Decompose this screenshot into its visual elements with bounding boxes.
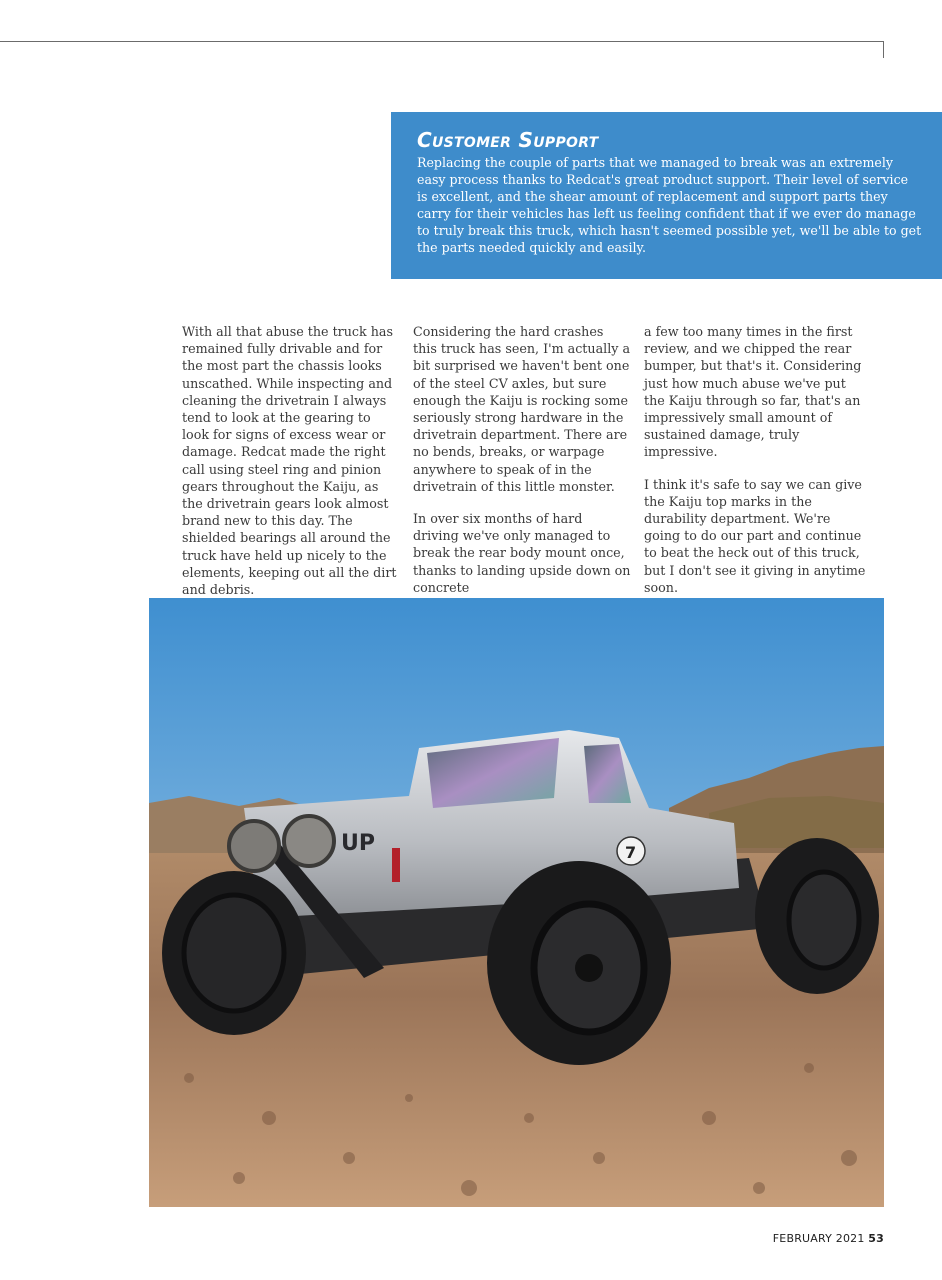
sidebar-body: Replacing the couple of parts that we managed to break was an extremely easy process thanks to Redcat's great product support. Their level of service is excellent, and the shear amount of replacement and support parts they carry for their vehicles has left us feeling confident that if we ever do manage to truly break this truck, which hasn't seemed possible yet, we'll be able to get the parts needed quickly and easily. [417, 155, 922, 255]
article-column-2 [413, 323, 631, 611]
tire-rear-right [487, 861, 671, 1065]
truck-photo-illustration [149, 598, 884, 1207]
issue-date: FEBRUARY 2021 [772, 1232, 865, 1245]
article-paragraph: I think it's safe to say we can give the Kaiju top marks in the durability department. We're going to do our part and continue to beat the heck out of this truck, but I don't see it giving in anytime soon. [644, 476, 866, 595]
wheelie-wheel-right [284, 816, 334, 866]
truck-photo [149, 598, 884, 1207]
wheelie-wheel-left [229, 821, 279, 871]
article-paragraph: Considering the hard crashes this truck has seen, I'm actually a bit surprised we haven't bent one of the steel CV axles, but sure enough the Kaiju is rocking some seriously strong hardware in the drivetrain department. There are no bends, breaks, or warpage anywhere to speak of in the drivetrain of this little monster. [413, 324, 631, 494]
sidebar-title: Customer Support [417, 128, 599, 152]
header-rule [0, 41, 884, 42]
page-number: 53 [868, 1232, 884, 1245]
customer-support-sidebar [391, 112, 942, 279]
article-paragraph: In over six months of hard driving we've only managed to break the rear body mount once, thanks to landing upside down on concrete [413, 511, 631, 595]
door-number: 7 [625, 843, 637, 862]
article-column-3 [644, 323, 866, 611]
tire-front-right [755, 838, 879, 994]
tail-light [392, 848, 400, 882]
article-paragraph: With all that abuse the truck has remained fully drivable and for the most part the chassis looks unscathed. While inspecting and cleaning the drivetrain I always tend to look at the gearing to look for signs of excess wear or damage. Redcat made the right call using steel ring and pinion gears throughout the Kaiju, as the drivetrain gears look almost brand new to this day. The shielded bearings all around the truck have held up nicely to the elements, keeping out all the dirt and debris. [182, 324, 397, 598]
header-rule-tick [883, 41, 884, 58]
article-paragraph: a few too many times in the first review, and we chipped the rear bumper, but that's it. Considering just how much abuse we've put the Kaiju through so far, that's an impressively small amount of sustained damage, truly impressive. [644, 324, 862, 460]
tire-rear-left [162, 871, 306, 1035]
page-folio [773, 1232, 884, 1245]
tailgate-lettering: UP [341, 831, 375, 856]
article-column-1 [182, 323, 400, 613]
